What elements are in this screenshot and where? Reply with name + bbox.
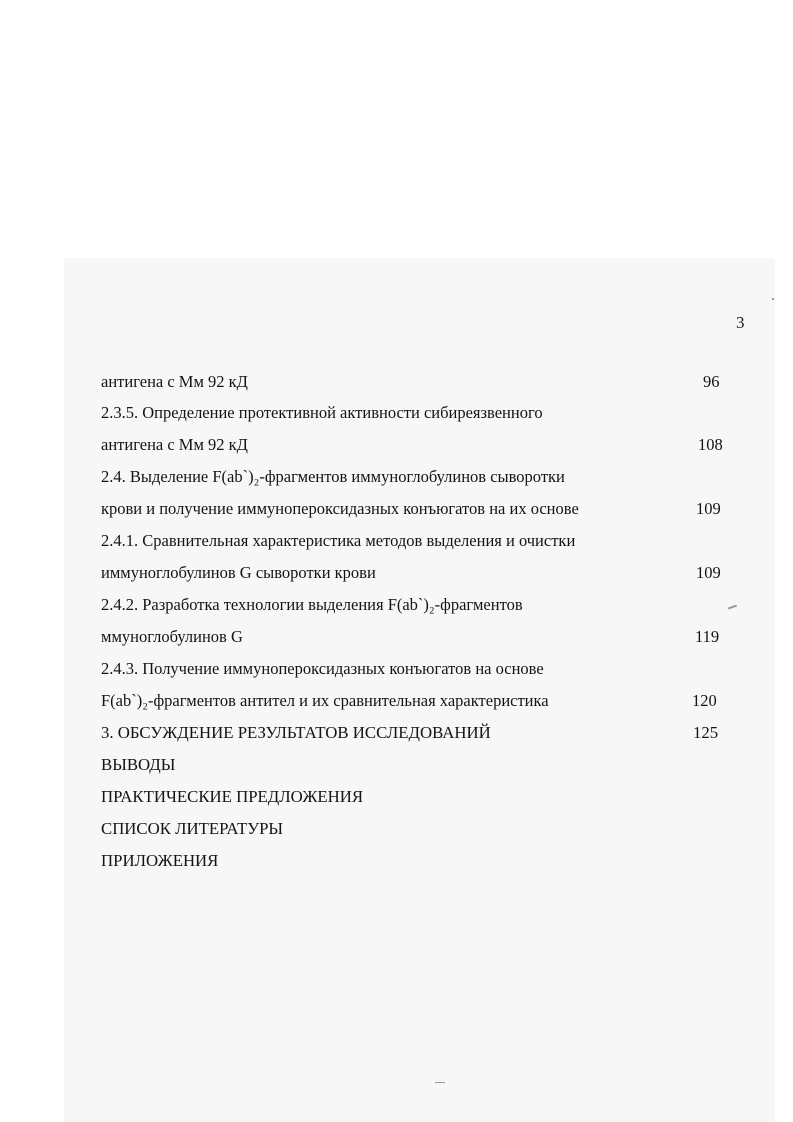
toc-entry-text: иммуноглобулинов G сыворотки крови (101, 563, 376, 582)
toc-entry-text: антигена с Мм 92 кД (101, 435, 248, 454)
toc-entry-text: 3. ОБСУЖДЕНИЕ РЕЗУЛЬТАТОВ ИССЛЕДОВАНИЙ (101, 723, 491, 742)
toc-entry-text: ммуноглобулинов G (101, 627, 243, 646)
toc-line (101, 624, 741, 650)
toc-line (101, 592, 741, 618)
toc-line (101, 464, 741, 490)
toc-line (101, 688, 741, 714)
toc-entry-text: ПРИЛОЖЕНИЯ (101, 851, 219, 870)
scan-speck (435, 1082, 445, 1083)
toc-line (101, 720, 741, 746)
toc-entry-text: 2.4.1. Сравнительная характеристика методов выделения и очистки (101, 531, 576, 550)
toc-entry-text: F(ab`)₂-фрагментов антител и их сравнительная характеристика (101, 691, 549, 710)
toc-entry-text: антигена с Мм 92 кД (101, 372, 248, 391)
toc-line (101, 528, 741, 554)
toc-page-number: 120 (692, 691, 717, 710)
toc-page-number: 119 (695, 627, 720, 646)
toc-line (101, 400, 741, 426)
toc-page-number: 96 (703, 372, 720, 391)
toc-line (101, 784, 741, 810)
page-number: 3 (736, 313, 745, 332)
scan-speck (772, 298, 774, 300)
toc-line (101, 752, 741, 778)
toc-entry-text: ПРАКТИЧЕСКИЕ ПРЕДЛОЖЕНИЯ (101, 787, 364, 806)
toc-line (101, 560, 741, 586)
toc-entry-text: 2.4.3. Получение иммунопероксидазных конъюгатов на основе (101, 659, 544, 678)
toc-entry-text: 2.4.2. Разработка технологии выделения F(ab`)₂-фрагментов (101, 595, 523, 614)
toc-line (101, 816, 741, 842)
toc-page-number: 108 (698, 435, 723, 454)
toc-line (101, 848, 741, 874)
toc-page-number: 109 (696, 499, 721, 518)
toc-page-number: 125 (693, 723, 719, 742)
toc-line (101, 432, 741, 458)
toc-entry-text: ВЫВОДЫ (101, 755, 176, 774)
toc-line (101, 656, 741, 682)
toc-entry-text: 2.3.5. Определение протективной активности сибиреязвенного (101, 403, 543, 422)
toc-line (101, 369, 741, 395)
toc-page-number: 109 (696, 563, 721, 582)
toc-entry-text: СПИСОК ЛИТЕРАТУРЫ (101, 819, 284, 838)
toc-entry-text: 2.4. Выделение F(ab`)₂-фрагментов иммуноглобулинов сыворотки (101, 467, 565, 486)
toc-line (101, 496, 741, 522)
toc-entry-text: крови и получение иммунопероксидазных конъюгатов на их основе (101, 499, 579, 518)
